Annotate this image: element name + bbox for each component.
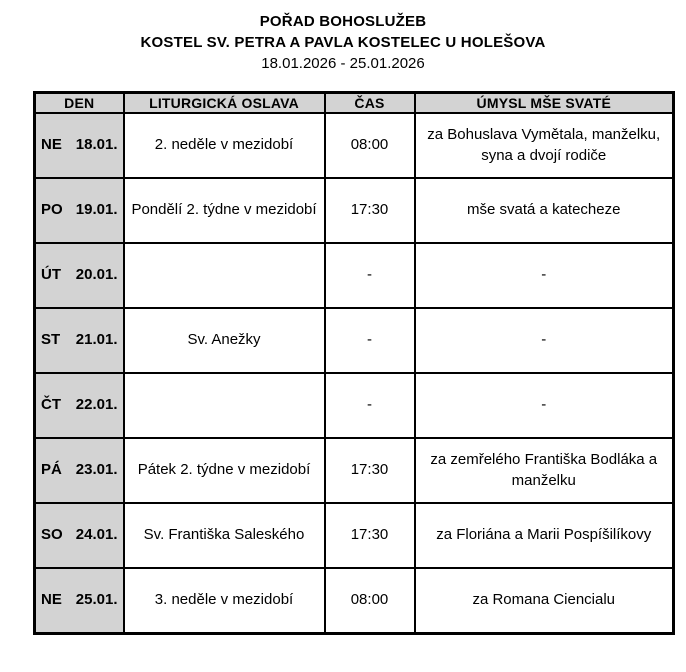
schedule-table bbox=[33, 91, 675, 635]
header-row bbox=[35, 93, 674, 114]
day-date: 24.01. bbox=[75, 526, 118, 544]
time-cell: 17:30 bbox=[325, 503, 415, 568]
column-header-celebration: LITURGICKÁ OSLAVA bbox=[124, 93, 325, 114]
intention-cell: mše svatá a katecheze bbox=[415, 178, 674, 243]
day-abbr: ČT bbox=[41, 396, 61, 414]
day-cell bbox=[35, 113, 124, 178]
day-date: 21.01. bbox=[75, 331, 118, 349]
time-cell: - bbox=[325, 243, 415, 308]
day-cell bbox=[35, 438, 124, 503]
day-date: 22.01. bbox=[75, 396, 118, 414]
celebration-cell bbox=[124, 243, 325, 308]
intention-cell: - bbox=[415, 243, 674, 308]
table-row bbox=[35, 178, 674, 243]
day-abbr: PO bbox=[41, 201, 63, 219]
day-date: 25.01. bbox=[75, 590, 118, 608]
day-cell bbox=[35, 243, 124, 308]
time-cell: - bbox=[325, 373, 415, 438]
day-date: 18.01. bbox=[75, 136, 118, 154]
celebration-cell: Sv. Františka Saleského bbox=[124, 503, 325, 568]
day-cell bbox=[35, 503, 124, 568]
time-cell: - bbox=[325, 308, 415, 373]
table-row bbox=[35, 373, 674, 438]
table-row bbox=[35, 503, 674, 568]
celebration-cell: Pátek 2. týdne v mezidobí bbox=[124, 438, 325, 503]
day-abbr: PÁ bbox=[41, 461, 62, 479]
table-row bbox=[35, 243, 674, 308]
day-cell bbox=[35, 373, 124, 438]
table-row bbox=[35, 113, 674, 178]
column-header-time: ČAS bbox=[325, 93, 415, 114]
day-abbr: ÚT bbox=[41, 266, 61, 284]
day-abbr: ST bbox=[41, 331, 61, 349]
celebration-cell bbox=[124, 373, 325, 438]
table-row bbox=[35, 568, 674, 633]
intention-cell: za Romana Ciencialu bbox=[415, 568, 674, 633]
table-row bbox=[35, 308, 674, 373]
celebration-cell: 2. neděle v mezidobí bbox=[124, 113, 325, 178]
time-cell: 08:00 bbox=[325, 568, 415, 633]
day-cell bbox=[35, 178, 124, 243]
table-row bbox=[35, 438, 674, 503]
day-abbr: NE bbox=[41, 590, 62, 608]
page-title: POŘAD BOHOSLUŽEB bbox=[259, 13, 427, 30]
intention-cell: - bbox=[415, 373, 674, 438]
time-cell: 08:00 bbox=[325, 113, 415, 178]
intention-cell: za Bohuslava Vymětala, manželku, syna a dvojí rodiče bbox=[415, 113, 674, 178]
intention-cell: za Floriána a Marii Pospíšilíkovy bbox=[415, 503, 674, 568]
day-cell bbox=[35, 308, 124, 373]
day-abbr: SO bbox=[41, 526, 63, 544]
day-date: 23.01. bbox=[75, 461, 118, 479]
intention-cell: za zemřelého Františka Bodláka a manželku bbox=[415, 438, 674, 503]
intention-cell: - bbox=[415, 308, 674, 373]
church-name: KOSTEL SV. PETRA A PAVLA KOSTELEC U HOLEŠOVA bbox=[140, 34, 546, 51]
celebration-cell: Pondělí 2. týdne v mezidobí bbox=[124, 178, 325, 243]
time-cell: 17:30 bbox=[325, 438, 415, 503]
day-cell bbox=[35, 568, 124, 633]
column-header-intention: ÚMYSL MŠE SVATÉ bbox=[415, 93, 674, 114]
celebration-cell: Sv. Anežky bbox=[124, 308, 325, 373]
day-date: 19.01. bbox=[75, 201, 118, 219]
time-cell: 17:30 bbox=[325, 178, 415, 243]
day-date: 20.01. bbox=[75, 266, 118, 284]
title-block bbox=[0, 0, 686, 74]
day-abbr: NE bbox=[41, 136, 62, 154]
date-range: 18.01.2026 - 25.01.2026 bbox=[261, 55, 425, 72]
celebration-cell: 3. neděle v mezidobí bbox=[124, 568, 325, 633]
column-header-day: DEN bbox=[35, 93, 124, 114]
